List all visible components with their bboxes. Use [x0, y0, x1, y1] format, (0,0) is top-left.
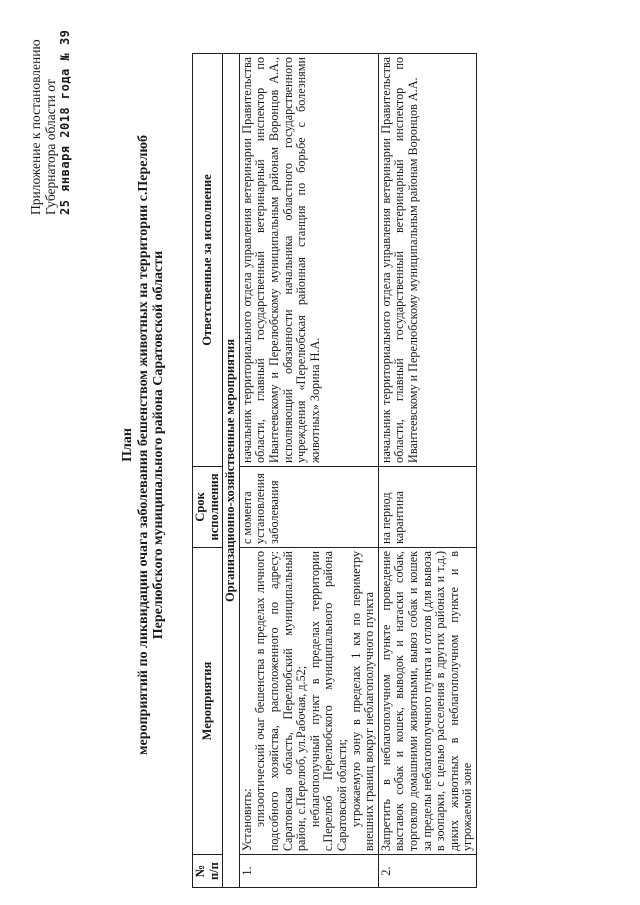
table-row	[378, 54, 476, 888]
section-row	[223, 54, 240, 888]
appendix-line-2: Губернатора области от	[43, 79, 58, 215]
row-num: 2.	[378, 855, 476, 888]
measure-lead: Установить:	[239, 788, 254, 852]
row-measure: Запретить в неблагополучном пункте проведение выставок собак и кошек, выводок и натаски собак, торговлю домашними животными, вывоз собак и кошек за пределы неблагополучного пункта и отлов (для вывоза в зоопарки, с целью расселения в других районах и т.д.) диких животных в неблагополучном пункте и в угрожаемой зоне	[378, 547, 476, 854]
measures-table	[192, 53, 477, 888]
table-row	[239, 54, 378, 888]
row-num: 1.	[239, 855, 378, 888]
row-measure	[239, 547, 378, 854]
title-plan: План	[120, 428, 135, 462]
measure-paragraph: угрожаемую зону в пределах 1 км по периметру внешних границ вокруг неблагополучного пункта	[348, 550, 377, 852]
measure-paragraph: эпизоотический очаг бешенства в пределах личного подсобного хозяйства, расположенного по адресу: Саратовская область, Перелюбский муниципальный район, с.Перелюб, ул.Рабочая, д.52;	[253, 550, 309, 852]
title-line-1: мероприятий по ликвидации очага заболевания бешенством животных на территории с.Перелюб	[136, 134, 151, 756]
appendix-date-stamp: 25 января 2018 года № 39	[58, 29, 72, 215]
header-term: Срок исполнения	[193, 466, 223, 547]
header-num: № п/п	[193, 855, 223, 888]
row-term: на период карантина	[378, 466, 476, 547]
document-title	[120, 45, 166, 845]
row-term: с момента установления заболевания	[239, 466, 378, 547]
appendix-note	[28, 15, 73, 215]
row-responsible: начальник территориального отдела управления ветеринарии Правительства области, главный государственный ветеринарный инспектор по Ивантеевскому и Перелюбскому муниципальным районам Воронцов А.А.	[378, 54, 476, 467]
header-responsible: Ответственные за исполнение	[193, 54, 223, 467]
measure-paragraph: неблагополучный пункт в пределах территории с.Перелюб Перелюбского муниципального района Саратовской области;	[307, 550, 349, 852]
title-line-2: Перелюбского муниципального района Саратовской области	[151, 250, 166, 640]
table-header-row	[193, 54, 223, 888]
header-measures: Мероприятия	[193, 547, 223, 854]
section-title: Организационно-хозяйственные мероприятия	[223, 54, 240, 888]
row-responsible: начальник территориального отдела управления ветеринарии Правительства области, главный государственный ветеринарный инспектор по Ивантеевскому и Перелюбскому муниципальным районам Воронцов А.А., исполняющий обязанности начальника областного государственного учреждения «Перелюбская районная станция по борьбе с болезнями животных» Зорина Н.А.	[239, 54, 378, 467]
appendix-line-1: Приложение к постановлению	[28, 39, 43, 215]
